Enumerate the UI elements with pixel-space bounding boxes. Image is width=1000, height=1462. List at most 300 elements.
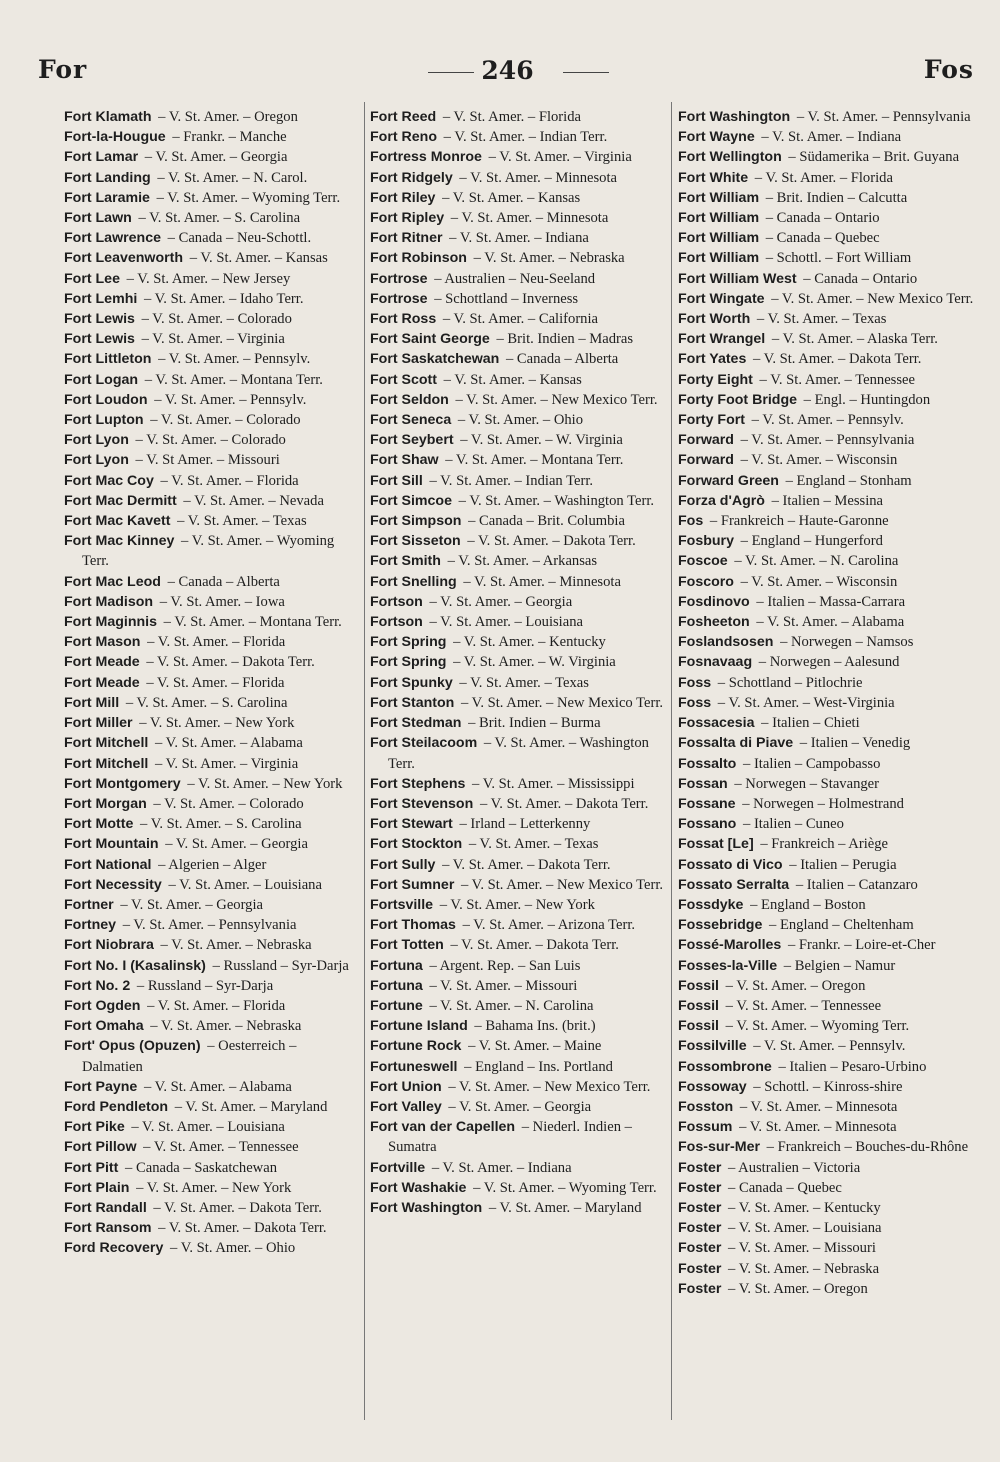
place-entry — [370, 1198, 666, 1218]
place-location: – V. St. Amer. – Ohio — [170, 1240, 296, 1257]
place-entry — [678, 996, 974, 1016]
place-location: – V. St. Amer. – Tennessee — [143, 1139, 299, 1156]
place-name: Fossato Serralta — [678, 876, 790, 893]
place-location: – V. St. Amer. – Oregon — [158, 109, 298, 125]
place-entry — [678, 875, 974, 895]
place-entry — [370, 632, 666, 652]
place-location: – V. St. Amer. – Minnesota — [450, 210, 609, 227]
place-location: – V. St. Amer. – Tennessee — [759, 371, 915, 388]
place-location: – V. St. Amer. – Wyoming Terr. — [156, 189, 341, 206]
place-name: Fort Omaha — [64, 1018, 144, 1035]
place-entry — [64, 774, 360, 794]
place-name: Fort Saskatchewan — [370, 351, 500, 368]
place-location: – Canada – Saskatchewan — [125, 1159, 277, 1176]
place-entry — [64, 430, 360, 450]
place-location: – England – Cheltenham — [769, 917, 914, 934]
place-location: – Canada – Ontario — [803, 270, 918, 287]
place-name: Fort Lawrence — [64, 230, 161, 247]
place-entry — [370, 410, 666, 430]
place-name: Fort Thomas — [370, 917, 456, 934]
place-name: Fort Ransom — [64, 1220, 152, 1237]
place-entry — [64, 1117, 360, 1137]
place-entry — [678, 895, 974, 915]
place-entry — [370, 107, 666, 127]
place-location: – V. St. Amer. – Oregon — [728, 1280, 868, 1297]
place-entry — [64, 168, 360, 188]
place-entry — [64, 976, 360, 996]
place-location: – V. St. Amer. – N. Carolina — [734, 553, 899, 570]
place-name: Fort Klamath — [64, 109, 152, 125]
place-name: Fortsville — [370, 896, 434, 913]
place-location: – V. St. Amer. – Georgia — [144, 149, 288, 166]
place-name: Fosses-la-Ville — [678, 957, 778, 974]
place-location: – V. St. Amer. – Wyoming Terr. — [725, 1018, 910, 1035]
place-entry — [370, 471, 666, 491]
place-name: Fossdyke — [678, 896, 744, 913]
place-name: Fort Snelling — [370, 573, 457, 590]
place-name: Fort Washakie — [370, 1179, 467, 1196]
place-entry — [678, 1016, 974, 1036]
place-name: Fort Landing — [64, 169, 151, 186]
place-entry — [678, 1158, 974, 1178]
place-location: – V. St. Amer. – Pennsylv. — [158, 351, 311, 368]
place-location: – Engl. – Huntingdon — [803, 391, 931, 408]
place-location: – V. St. Amer. – New Mexico Terr. — [460, 694, 664, 711]
place-name: Foss — [678, 674, 712, 691]
place-location: – V. St. Amer. – Dakota Terr. — [153, 1199, 322, 1216]
place-name: Fort Steilacoom — [370, 735, 478, 752]
place-location: – V. St. Amer. – Louisiana — [168, 876, 322, 893]
place-name: Fort Sisseton — [370, 533, 461, 550]
place-name: Fort Stevenson — [370, 795, 474, 812]
place-name: Fort Stewart — [370, 816, 453, 833]
place-name: Forty Foot Bridge — [678, 391, 798, 408]
place-name: Fort Seldon — [370, 391, 449, 408]
place-name: Fort Reed — [370, 109, 437, 125]
place-entry — [678, 794, 974, 814]
place-entry — [370, 592, 666, 612]
place-name: Foster — [678, 1280, 722, 1297]
place-name: Fosston — [678, 1098, 734, 1115]
place-location: – Frankreich – Ariège — [760, 836, 888, 853]
place-location: – Canada – Alberta — [505, 351, 619, 368]
place-entry — [678, 551, 974, 571]
place-name: Fort Meade — [64, 654, 140, 671]
place-name: Forty Fort — [678, 412, 745, 429]
place-name: Fort Shaw — [370, 452, 439, 469]
place-location: – Canada – Neu-Schottl. — [167, 230, 312, 247]
place-location: – V. St. Amer. – Washington Terr. — [388, 735, 649, 772]
place-name: Fort Mac Kavett — [64, 513, 171, 530]
place-location: – V. St. Amer. – New Mexico Terr. — [455, 391, 658, 408]
place-entry — [678, 147, 974, 167]
place-location: – V. St. Amer. – Florida — [160, 472, 299, 489]
place-name: Fort Lewis — [64, 311, 135, 328]
place-location: – V. St. Amer. – Tennessee — [725, 997, 882, 1014]
place-location: – V. St. Amer. – Dakota Terr. — [467, 533, 636, 550]
place-location: – V. St. Amer. – Nebraska — [150, 1018, 302, 1035]
place-entry — [370, 228, 666, 248]
place-entry — [64, 147, 360, 167]
place-entry — [370, 652, 666, 672]
place-name: Fort Randall — [64, 1199, 147, 1216]
place-entry — [64, 289, 360, 309]
place-location: – Frankr. – Manche — [172, 129, 287, 146]
place-entry — [370, 1097, 666, 1117]
place-name: Foscoro — [678, 573, 734, 590]
place-name: Fortune — [370, 997, 423, 1014]
place-entry — [64, 612, 360, 632]
place-name: Forward — [678, 452, 734, 469]
place-entry — [64, 1198, 360, 1218]
place-name: Fort William — [678, 189, 760, 206]
place-location: – V. St. Amer. – West-Virginia — [717, 694, 895, 711]
place-location: – V. St. Amer. – Indian Terr. — [443, 129, 608, 146]
place-location: – V. St. Amer. – Maryland — [488, 1199, 642, 1216]
place-location: – V. St. Amer. – N. Carol. — [157, 169, 308, 186]
place-entry — [678, 855, 974, 875]
place-name: Fossato di Vico — [678, 856, 783, 873]
place-location: – Italien – Catanzaro — [795, 876, 918, 893]
place-entry — [370, 309, 666, 329]
place-entry — [370, 168, 666, 188]
place-entry — [678, 410, 974, 430]
place-location: – V. St. Amer. – Louisiana — [131, 1119, 285, 1136]
place-location: – V. St. Amer. – Indiana — [449, 230, 589, 247]
place-location: – V. St. Amer. – Montana Terr. — [445, 452, 624, 469]
place-location: – Canada – Brit. Columbia — [468, 513, 625, 530]
place-location: – V. St. Amer. – W. Virginia — [460, 432, 623, 449]
place-entry — [64, 107, 360, 127]
place-name: Fort Lyon — [64, 432, 129, 449]
place-entry — [370, 349, 666, 369]
place-location: – Italien – Venedig — [799, 735, 911, 752]
place-entry — [678, 370, 974, 390]
place-entry — [64, 956, 360, 976]
place-name: Fort Saint George — [370, 331, 490, 348]
place-name: Fort Mitchell — [64, 755, 149, 772]
place-name: Fossane — [678, 795, 736, 812]
place-location: – Italien – Perugia — [789, 856, 897, 873]
place-name: Fortson — [370, 593, 423, 610]
place-location: – England – Ins. Portland — [464, 1058, 613, 1075]
place-name: Fossebridge — [678, 917, 763, 934]
place-location: – V. St. Amer. – Missouri — [429, 977, 578, 994]
place-name: Fortuna — [370, 977, 423, 994]
place-location: – V. St. Amer. – Montana Terr. — [144, 371, 323, 388]
place-entry — [370, 976, 666, 996]
place-entry — [678, 1259, 974, 1279]
place-name: Fort-la-Hougue — [64, 129, 166, 146]
place-name: Forty Eight — [678, 371, 753, 388]
place-location: – V. St. Amer. – Kansas — [189, 250, 328, 267]
place-entry — [370, 834, 666, 854]
place-entry — [64, 915, 360, 935]
place-location: – Algerien – Alger — [158, 856, 267, 873]
place-entry — [64, 208, 360, 228]
place-location: – V. St. Amer. – Indiana — [761, 129, 902, 146]
place-location: – V. St. Amer. – Washington Terr. — [458, 492, 655, 509]
place-name: Fosdinovo — [678, 593, 750, 610]
place-name: Fos — [678, 513, 704, 530]
place-name: Fort National — [64, 856, 152, 873]
place-entry — [678, 1137, 974, 1157]
place-location: – Canada – Alberta — [167, 573, 280, 590]
place-location: – Italien – Chieti — [761, 715, 860, 732]
place-entry — [678, 592, 974, 612]
place-name: Fort Lee — [64, 270, 120, 287]
place-name: Fort Maginnis — [64, 614, 158, 631]
place-name: Fort Stephens — [370, 775, 466, 792]
place-entry — [678, 471, 974, 491]
place-location: – V. St. Amer. – Nebraska — [473, 250, 625, 267]
place-name: Foster — [678, 1240, 722, 1257]
place-name: Fosnavaag — [678, 654, 753, 671]
place-name: Fort Spring — [370, 634, 447, 651]
place-entry — [370, 1178, 666, 1198]
place-entry — [370, 733, 666, 773]
place-location: – V. St. Amer. – New York — [139, 715, 295, 732]
place-location: – V. St. Amer. – Texas — [468, 836, 599, 853]
place-name: Fort Union — [370, 1078, 442, 1095]
place-name: Fort Riley — [370, 189, 436, 206]
place-name: Fort Wayne — [678, 129, 755, 146]
place-name: Fort Mill — [64, 694, 120, 711]
place-name: Fossat [Le] — [678, 836, 754, 853]
place-location: – Irland – Letterkenny — [459, 816, 591, 833]
place-entry — [678, 248, 974, 268]
place-entry — [64, 572, 360, 592]
place-location: – V. St. Amer. – Alabama — [756, 614, 905, 631]
place-entry — [370, 430, 666, 450]
place-name: Fossil — [678, 997, 719, 1014]
place-entry — [678, 774, 974, 794]
place-location: – V. St. Amer. – Louisiana — [728, 1220, 882, 1237]
place-name: Fort Sumner — [370, 876, 455, 893]
place-entry — [64, 673, 360, 693]
place-name: Fort Seneca — [370, 412, 452, 429]
place-location: – V. St. Amer. – Pennsylvania — [122, 917, 297, 934]
place-name: Fort Motte — [64, 816, 134, 833]
place-location: – V. St. Amer. – New Mexico Terr. — [771, 290, 974, 307]
place-location: – V. St. Amer. – S. Carolina — [140, 816, 302, 833]
place-name: Fort William — [678, 210, 760, 227]
place-entry — [64, 471, 360, 491]
place-name: Fortson — [370, 614, 423, 631]
place-name: Fort' Opus (Opuzen) — [64, 1038, 201, 1055]
place-name: Fortney — [64, 917, 117, 934]
place-entry — [678, 390, 974, 410]
place-name: Fort No. 2 — [64, 977, 131, 994]
place-location: – V. St. Amer. – Texas — [177, 513, 307, 530]
place-entry — [370, 572, 666, 592]
place-name: Fort Ritner — [370, 230, 443, 247]
place-name: Fort van der Capellen — [370, 1119, 516, 1136]
place-location: – Niederl. Indien – Sumatra — [388, 1119, 632, 1156]
place-entry — [678, 269, 974, 289]
place-entry — [678, 127, 974, 147]
place-location: – V. St. Amer. – Dakota Terr. — [442, 856, 611, 873]
place-location: – V. St. Amer. – Nebraska — [728, 1260, 880, 1277]
place-entry — [64, 410, 360, 430]
place-entry — [64, 713, 360, 733]
place-name: Fort Ripley — [370, 210, 445, 227]
place-name: Fort Stockton — [370, 836, 463, 853]
place-location: – Norwegen – Aalesund — [758, 654, 900, 671]
place-entry — [370, 511, 666, 531]
place-location: – Italien – Pesaro-Urbino — [778, 1058, 927, 1075]
place-entry — [370, 895, 666, 915]
place-name: Fort William — [678, 250, 760, 267]
place-location: – V. St. Amer. – New Mexico Terr. — [461, 876, 664, 893]
place-location: – Frankreich – Bouches-du-Rhône — [766, 1139, 969, 1156]
place-name: Ford Pendleton — [64, 1098, 169, 1115]
place-location: – Norwegen – Holmestrand — [742, 795, 904, 812]
place-location: – Australien – Victoria — [728, 1159, 861, 1176]
place-entry — [64, 1077, 360, 1097]
place-location: – V. St. Amer. – Kentucky — [728, 1199, 881, 1216]
place-location: – Russland – Syr-Darja — [136, 977, 274, 994]
place-location: – Canada – Quebec — [765, 230, 880, 247]
place-entry — [64, 1238, 360, 1258]
place-name: Forza d'Agrò — [678, 492, 765, 509]
place-name: Fortrose — [370, 290, 428, 307]
place-entry — [64, 370, 360, 390]
place-entry — [678, 673, 974, 693]
place-entry — [678, 612, 974, 632]
place-location: – Canada – Quebec — [728, 1179, 842, 1196]
place-entry — [678, 1077, 974, 1097]
place-entry — [370, 794, 666, 814]
place-name: Fort Worth — [678, 311, 751, 328]
place-name: Fort Simcoe — [370, 492, 452, 509]
place-location: – Norwegen – Namsos — [780, 634, 914, 651]
place-location: – V. St. Amer. – Alabama — [143, 1078, 292, 1095]
place-location: – V. St. Amer. – Wyoming Terr. — [82, 533, 335, 570]
place-name: Fort Mountain — [64, 836, 159, 853]
place-entry — [370, 774, 666, 794]
place-location: – V. St. Amer. – Virginia — [155, 755, 299, 772]
place-entry — [370, 915, 666, 935]
place-location: – V. St. Amer. – Wisconsin — [740, 573, 898, 590]
place-name: Foster — [678, 1159, 722, 1176]
place-entry — [64, 1158, 360, 1178]
place-name: Fort William West — [678, 270, 797, 287]
place-location: – V. St. Amer. – Florida — [442, 109, 581, 125]
place-name: Foster — [678, 1220, 722, 1237]
place-entry — [678, 1036, 974, 1056]
place-name: Fossum — [678, 1119, 733, 1136]
place-name: Fortner — [64, 896, 114, 913]
place-name: Fort Plain — [64, 1179, 130, 1196]
place-entry — [370, 551, 666, 571]
place-entry — [678, 1279, 974, 1299]
header-right-guide-word: Fos — [923, 55, 974, 84]
place-location: – V. St. Amer. – Florida — [147, 997, 286, 1014]
place-location: – England – Boston — [750, 896, 866, 913]
place-entry — [370, 1117, 666, 1157]
place-location: – V. St. Amer. – Colorado — [141, 311, 292, 328]
place-location: – V. St. Amer. – Minnesota — [463, 573, 621, 590]
place-location: – V. St. Amer. – New York — [136, 1179, 292, 1196]
place-name: Fort Washington — [370, 1199, 483, 1216]
column-divider-1 — [364, 102, 365, 1420]
place-name: Forward Green — [678, 472, 779, 489]
column-3 — [678, 107, 974, 1299]
place-entry — [678, 956, 974, 976]
place-location: – V. St. Amer. – Georgia — [429, 593, 573, 610]
place-name: Fort Reno — [370, 129, 437, 146]
place-entry — [64, 228, 360, 248]
place-entry — [64, 188, 360, 208]
place-name: Fortress Monroe — [370, 149, 482, 166]
place-name: Fort Loudon — [64, 391, 148, 408]
place-location: – Frankr. – Loire-et-Cher — [787, 937, 936, 954]
place-location: – V. St. Amer. – Wisconsin — [740, 452, 898, 469]
place-name: Forward — [678, 432, 734, 449]
header-left-guide-word: For — [38, 55, 88, 84]
place-name: Fort Niobrara — [64, 937, 154, 954]
place-name: Fort Littleton — [64, 351, 152, 368]
place-location: – V. St. Amer. – Dakota Terr. — [158, 1220, 327, 1237]
place-entry — [370, 612, 666, 632]
place-entry — [64, 592, 360, 612]
place-entry — [678, 1238, 974, 1258]
place-name: Fort Lamar — [64, 149, 139, 166]
place-entry — [64, 733, 360, 753]
place-entry — [370, 875, 666, 895]
place-entry — [64, 491, 360, 511]
place-location: – Argent. Rep. – San Luis — [429, 957, 581, 974]
place-entry — [370, 1077, 666, 1097]
place-entry — [678, 935, 974, 955]
place-name: Fort William — [678, 230, 760, 247]
place-location: – England – Stonham — [785, 472, 912, 489]
place-name: Fort Spunky — [370, 674, 453, 691]
place-entry — [678, 1117, 974, 1137]
place-location: – V. St. Amer. – Missouri — [728, 1240, 876, 1257]
place-name: Fort Pitt — [64, 1159, 119, 1176]
place-name: Fos-sur-Mer — [678, 1139, 760, 1156]
place-location: – Schottl. – Kinross-shire — [753, 1078, 903, 1095]
place-entry — [678, 309, 974, 329]
place-entry — [370, 531, 666, 551]
place-entry — [678, 1057, 974, 1077]
place-location: – V. St. Amer. – Indiana — [431, 1159, 572, 1176]
place-location: – V. St. Amer. – Colorado — [153, 795, 304, 812]
place-entry — [64, 349, 360, 369]
place-name: Fort Scott — [370, 371, 437, 388]
place-entry — [678, 107, 974, 127]
place-location: – V. St. Amer. – Iowa — [159, 593, 285, 610]
place-name: Fort Ridgely — [370, 169, 453, 186]
place-name: Fort Necessity — [64, 876, 162, 893]
place-location: – V. St. Amer. – Florida — [147, 634, 286, 651]
place-entry — [370, 855, 666, 875]
place-entry — [64, 390, 360, 410]
place-name: Fort Spring — [370, 654, 447, 671]
place-entry — [64, 935, 360, 955]
column-1 — [64, 107, 360, 1259]
place-entry — [64, 875, 360, 895]
place-name: Fort Mac Dermitt — [64, 492, 177, 509]
place-name: Fort Laramie — [64, 189, 150, 206]
place-location: – Canada – Ontario — [765, 210, 880, 227]
place-name: Fort Stedman — [370, 715, 462, 732]
place-location: – Italien – Messina — [771, 492, 884, 509]
place-name: Fort Robinson — [370, 250, 467, 267]
place-entry — [678, 289, 974, 309]
